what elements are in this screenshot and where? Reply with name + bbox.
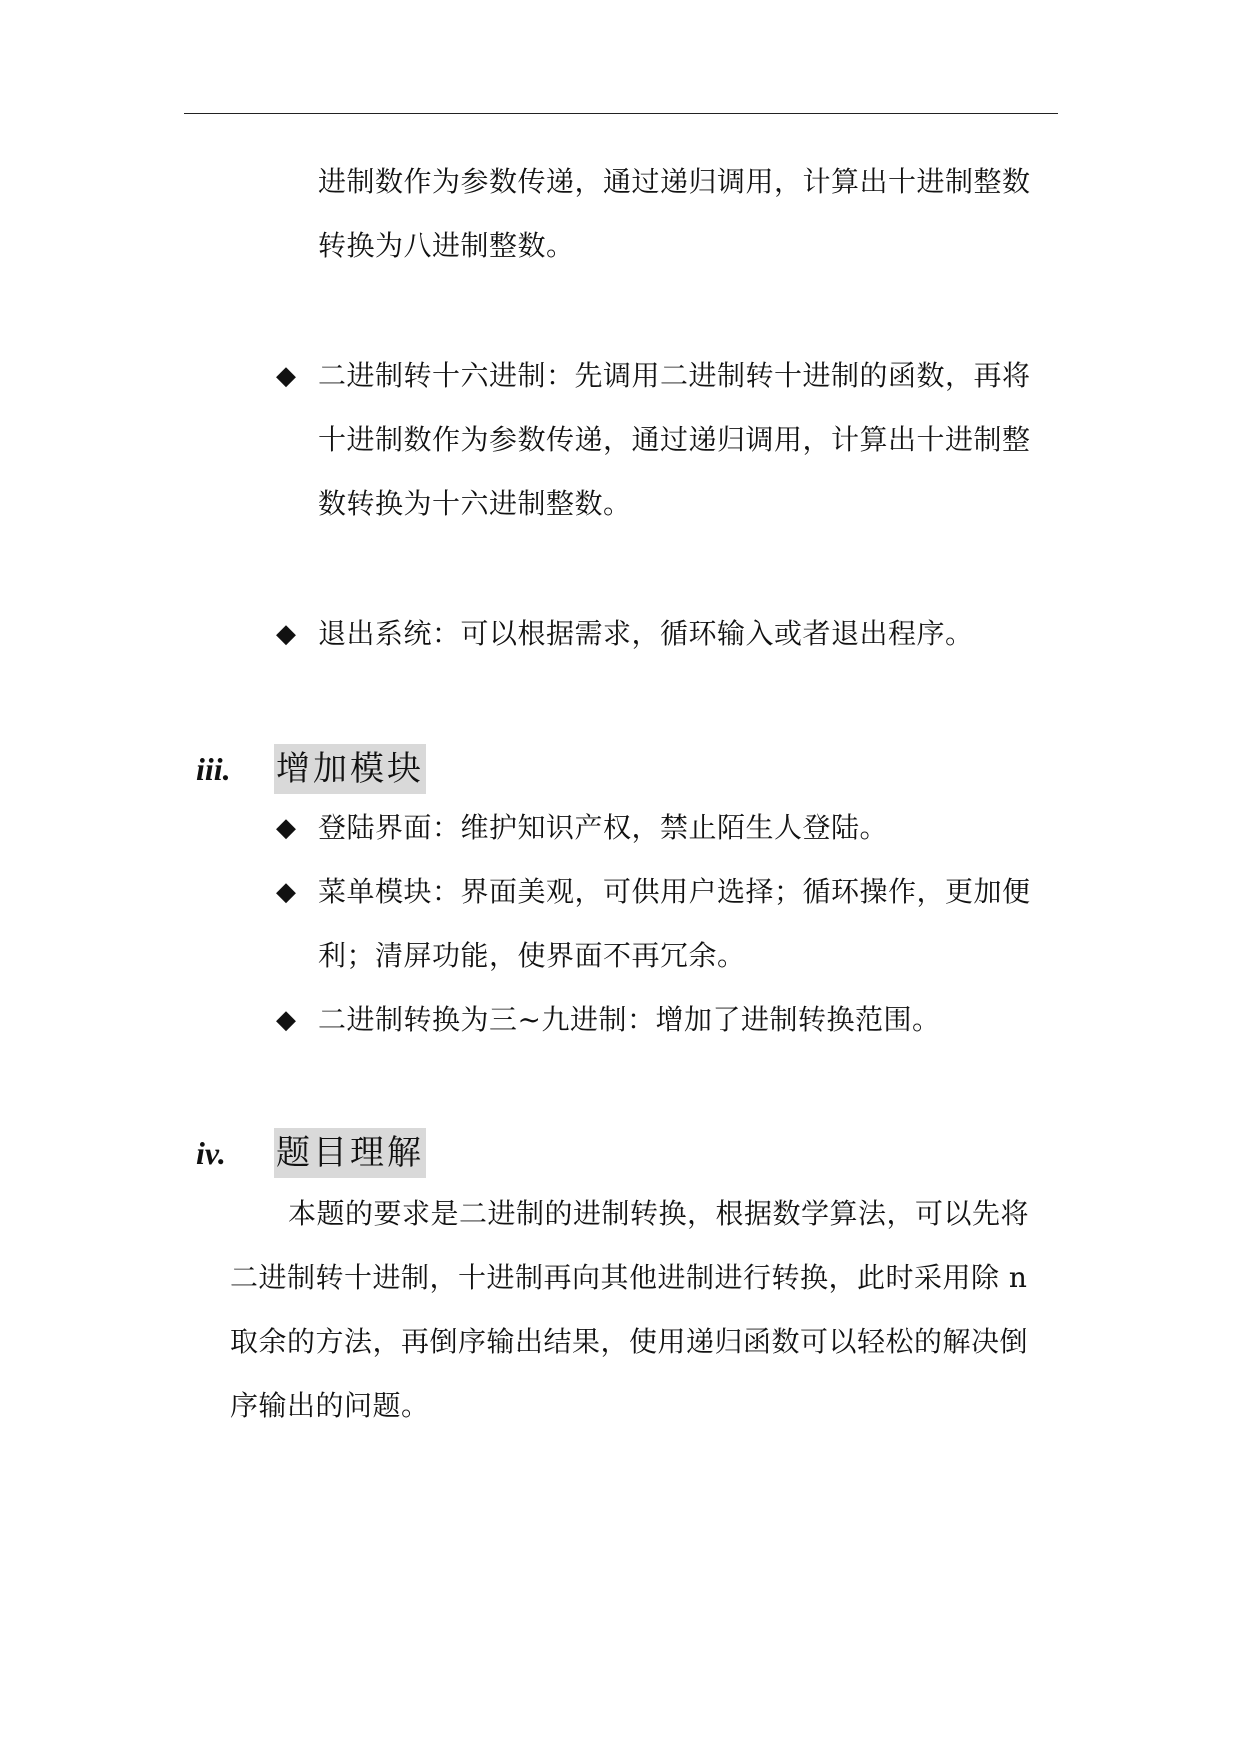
- diamond-bullet-icon: ◆: [276, 1005, 296, 1035]
- bullet-text-line: 退出系统：可以根据需求，循环输入或者退出程序。: [318, 617, 974, 650]
- diamond-bullet-icon: ◆: [276, 619, 296, 649]
- bullet-text-line: 菜单模块：界面美观，可供用户选择；循环操作，更加便: [318, 875, 1031, 908]
- paragraph-line: 取余的方法，再倒序输出结果，使用递归函数可以轻松的解决倒: [230, 1325, 1029, 1358]
- diamond-bullet-icon: ◆: [276, 877, 296, 907]
- paragraph-line: 进制数作为参数传递，通过递归调用，计算出十进制整数: [318, 165, 1031, 198]
- paragraph-line: 转换为八进制整数。: [318, 229, 575, 262]
- section-title: 题目理解: [274, 1128, 426, 1178]
- section-number: iv.: [196, 1135, 226, 1171]
- diamond-bullet-icon: ◆: [276, 361, 296, 391]
- section-number: iii.: [196, 751, 231, 787]
- paragraph-line: 本题的要求是二进制的进制转换，根据数学算法，可以先将: [288, 1197, 1030, 1230]
- header-rule: [184, 113, 1058, 114]
- section-title: 增加模块: [274, 744, 426, 794]
- bullet-text-line: 十进制数作为参数传递，通过递归调用，计算出十进制整: [318, 423, 1031, 456]
- paragraph-line: 二进制转十进制，十进制再向其他进制进行转换，此时采用除 n: [230, 1261, 1028, 1294]
- bullet-text-line: 利；清屏功能，使界面不再冗余。: [318, 939, 746, 972]
- bullet-text-line: 二进制转换为三~九进制：增加了进制转换范围。: [318, 1003, 941, 1036]
- diamond-bullet-icon: ◆: [276, 813, 296, 843]
- bullet-text-line: 数转换为十六进制整数。: [318, 487, 632, 520]
- paragraph-line: 序输出的问题。: [230, 1389, 430, 1422]
- bullet-text-line: 登陆界面：维护知识产权，禁止陌生人登陆。: [318, 811, 889, 844]
- bullet-text-line: 二进制转十六进制：先调用二进制转十进制的函数，再将: [318, 359, 1031, 392]
